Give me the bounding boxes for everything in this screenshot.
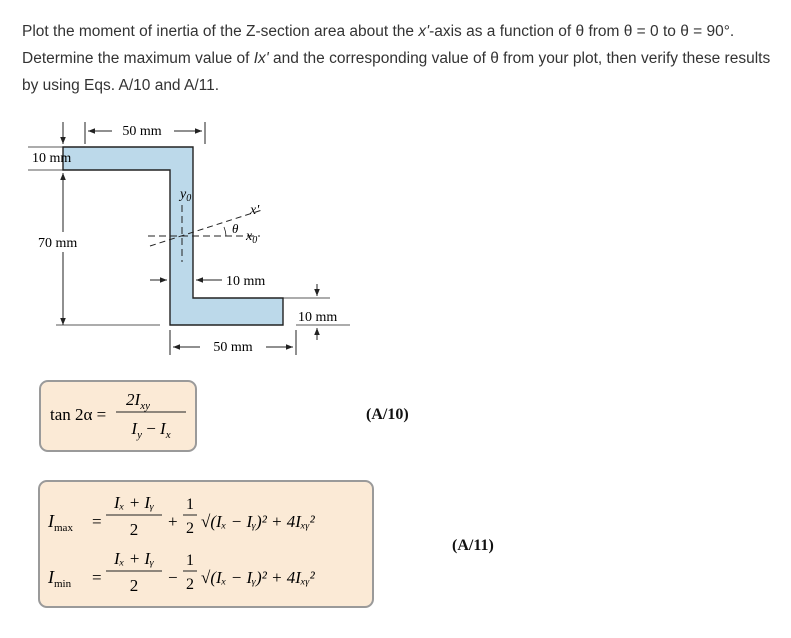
dim-height: 70 mm — [38, 236, 78, 251]
eq-a11-min-root: √(Iₓ − Iᵧ)² + 4Iₓᵧ² — [201, 568, 315, 587]
equation-a10-number: (A/10) — [366, 406, 409, 423]
eq-a11-min-lhs — [47, 567, 72, 590]
label-xprime: x' — [250, 203, 260, 218]
eq-a10-num-main: 2I — [126, 390, 141, 409]
ix-symbol: Ix' — [253, 50, 269, 67]
problem-text-2: -axis as a function of θ from θ = 0 to θ = 90°. Determine the maximum value of — [22, 23, 735, 67]
eq-a11-min-i: I — [48, 567, 54, 587]
eq-a11-max-half-den: 2 — [186, 520, 194, 537]
eq-a11-minus: − — [168, 568, 178, 587]
eq-a11-min-sub: min — [54, 578, 72, 590]
eq-a11-max-frac-num: Iₓ + Iᵧ — [113, 493, 155, 512]
eq-a11-max-sub: max — [54, 522, 73, 534]
problem-text-3: and the corresponding value of θ from your plot, then verify these results by using Eqs. A/10 and A/11. — [22, 50, 771, 94]
eq-a10-den-a-sub: y — [137, 429, 142, 441]
axis-symbol: x' — [418, 23, 430, 40]
eq-a10-den-b-sub: x — [165, 429, 171, 441]
eq-a10-den-b: I — [160, 419, 166, 438]
problem-text-1: Plot the moment of inertia of the Z-section area about the — [22, 23, 419, 40]
eq-a11-min-equals: = — [92, 568, 102, 587]
label-y0-sub: 0 — [186, 193, 192, 204]
dim-top-width: 50 mm — [122, 124, 162, 139]
eq-a11-min-frac-num: Iₓ + Iᵧ — [113, 549, 155, 568]
eq-a11-plus: + — [168, 512, 178, 531]
label-y0-text: y — [180, 187, 187, 202]
eq-a11-min-half-den: 2 — [186, 576, 194, 593]
eq-a10-den-minus: − — [141, 419, 161, 438]
eq-a10-num-sub: xy — [140, 400, 150, 412]
eq-a11-max-equals: = — [92, 512, 102, 531]
eq-a11-max-lhs — [47, 511, 73, 534]
label-x0-text: x — [246, 229, 253, 244]
dim-bottom-width: 50 mm — [213, 340, 253, 355]
eq-a10-lhs: tan 2α = — [50, 405, 107, 424]
dim-bottom-thickness: 10 mm — [298, 310, 338, 325]
eq-a11-min-frac-den: 2 — [129, 576, 139, 595]
eq-a11-max-frac-den: 2 — [129, 520, 139, 539]
dim-top-thickness: 10 mm — [32, 151, 72, 166]
label-x0-sub: 0 — [252, 235, 258, 246]
eq-a11-max-half-num: 1 — [186, 496, 194, 513]
dim-web-thickness: 10 mm — [226, 274, 266, 289]
eq-a11-min-half-num: 1 — [186, 552, 194, 569]
label-theta: θ — [232, 221, 239, 236]
eq-a11-max-i: I — [48, 511, 54, 531]
equation-a11-number: (A/11) — [452, 537, 494, 554]
eq-a11-max-root: √(Iₓ − Iᵧ)² + 4Iₓᵧ² — [201, 512, 315, 531]
eq-a10-den-a: I — [131, 419, 138, 438]
